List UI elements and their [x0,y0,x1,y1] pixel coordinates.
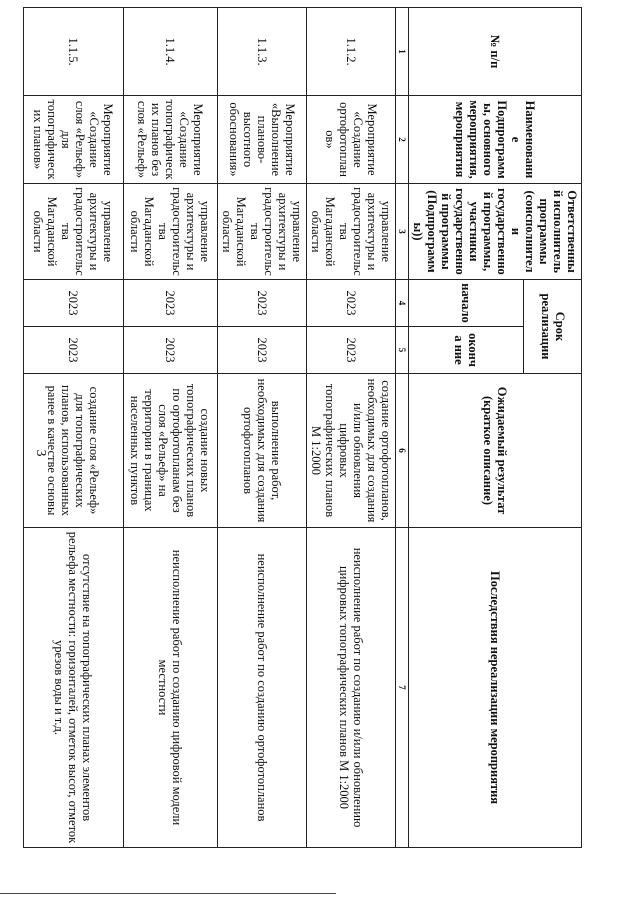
page-number: 3 [33,449,48,457]
row-result: создание ортофотопланов, необходимых для создания и/или обновления цифровых топографических планов М 1:2000 [307,374,396,528]
row-start: 2023 [124,280,218,327]
column-numbers-row [396,8,409,848]
rotated-table-container [23,7,582,848]
header-num: № п/п [409,8,582,96]
table-row [124,8,218,848]
column-number: 7 [396,528,409,848]
row-name: Мероприятие «Создание ортофотопланов» [307,96,396,184]
column-number: 6 [396,374,409,528]
row-result: создание новых топографических планов по ортофотопланам без слоя «Рельеф» на территории в границах населенных пунктов [124,374,218,528]
row-result: выполнение работ, необходимых для создания ортофотопланов [218,374,307,528]
header-result: Ожидаемый результат (краткое описание) [409,374,582,528]
row-executor: управление архитектуры и градостроительства Магаданской области [24,184,124,280]
row-num: 1.1.2. [307,8,396,96]
table-row [24,8,124,848]
row-executor: управление архитектуры и градостроительства Магаданской области [124,184,218,280]
row-end: 2023 [124,327,218,374]
row-num: 1.1.5. [24,8,124,96]
header-executor: Ответственный исполнитель программы (соисполнители государственной программы, участники государственной программы (Подпрограммы)) [409,184,582,280]
table-row [307,8,396,848]
header-row [524,8,582,848]
header-end: оконча ние [409,327,524,374]
header-consequences: Последствия нереализации мероприятия [409,528,582,848]
header-term: Срок реализации [524,280,582,374]
column-number: 2 [396,96,409,184]
row-result: создание слоя «Рельеф» для топографических планов, использованных ранее в качестве основы [24,374,124,528]
row-start: 2023 [307,280,396,327]
column-number: 4 [396,280,409,327]
row-consequences: неисполнение работ по созданию цифровой модели местности [124,528,218,848]
program-measures-table [23,7,582,848]
row-end: 2023 [307,327,396,374]
row-name: Мероприятие «Создание топографических планов без слоя «Рельеф» [124,96,218,184]
row-num: 1.1.3. [218,8,307,96]
header-name: Наименование Подпрограммы, основного мероприятия, мероприятия [409,96,582,184]
row-end: 2023 [24,327,124,374]
row-executor: управление архитектуры и градостроительства Магаданской области [307,184,396,280]
row-num: 1.1.4. [124,8,218,96]
column-number: 3 [396,184,409,280]
row-consequences: отсутствие на топографических планах элементов рельефа местности: горизонталей, отметок высот, отметок урезов воды и т.д. [24,528,124,848]
row-end: 2023 [218,327,307,374]
header-start: начало [409,280,524,327]
row-consequences: неисполнение работ по созданию ортофотопланов [218,528,307,848]
column-number: 1 [396,8,409,96]
row-executor: управление архитектуры и градостроительства Магаданской области [218,184,307,280]
row-start: 2023 [24,280,124,327]
row-name: Мероприятие «Создание слоя «Рельеф» для топографических планов» [24,96,124,184]
row-consequences: неисполнение работ по созданию и/или обновлению цифровых топографических планов М 1:2000 [307,528,396,848]
column-number: 5 [396,327,409,374]
row-start: 2023 [218,280,307,327]
row-name: Мероприятие «Выполнение планово-высотного обоснования» [218,96,307,184]
table-row [218,8,307,848]
footer-rule [0,893,336,894]
